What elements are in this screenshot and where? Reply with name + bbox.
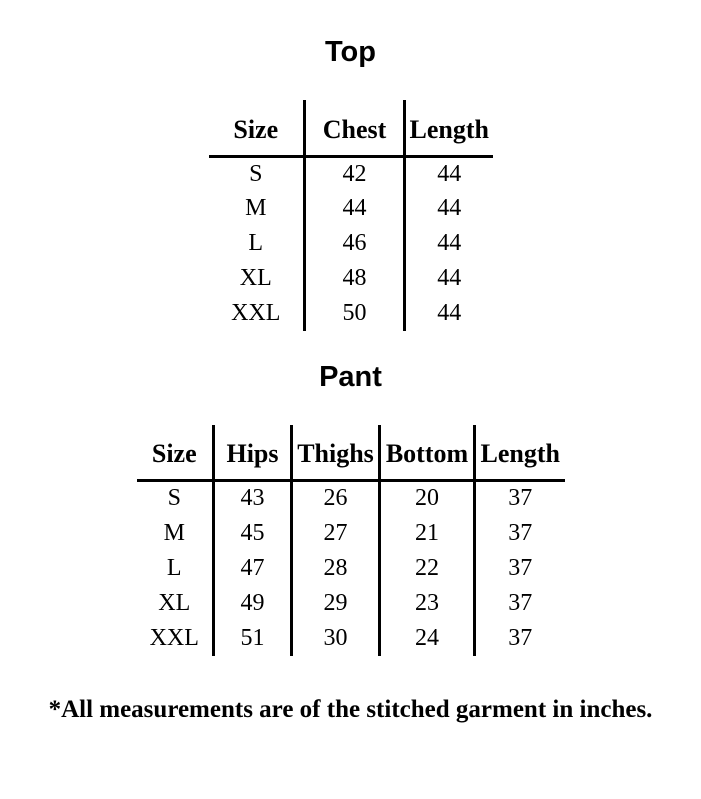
top-column-header-chest: Chest xyxy=(305,100,405,156)
measurement-value: 26 xyxy=(292,481,380,516)
measurement-value: 37 xyxy=(475,481,565,516)
measurement-value: 44 xyxy=(405,296,493,331)
measurement-value: 48 xyxy=(305,261,405,296)
pant-table-header-row xyxy=(137,425,565,481)
measurement-value: 29 xyxy=(292,586,380,621)
top-section-title: Top xyxy=(325,36,376,68)
measurement-value: 37 xyxy=(475,621,565,656)
table-row xyxy=(137,621,565,656)
table-row xyxy=(209,156,493,191)
top-column-header-size: Size xyxy=(209,100,305,156)
measurement-value: 22 xyxy=(380,551,475,586)
measurement-value: 37 xyxy=(475,551,565,586)
measurement-value: 44 xyxy=(405,191,493,226)
table-row xyxy=(209,191,493,226)
table-row xyxy=(137,516,565,551)
table-row xyxy=(209,226,493,261)
measurement-value: 50 xyxy=(305,296,405,331)
measurement-value: 37 xyxy=(475,516,565,551)
size-label: L xyxy=(248,230,264,257)
size-label: S xyxy=(167,485,181,512)
measurement-value: 44 xyxy=(405,226,493,261)
measurement-value: 21 xyxy=(380,516,475,551)
measurement-value: 37 xyxy=(475,586,565,621)
measurement-value: 51 xyxy=(214,621,292,656)
measurement-value: 49 xyxy=(214,586,292,621)
measurement-value: 28 xyxy=(292,551,380,586)
measurement-value: 20 xyxy=(380,481,475,516)
size-label: S xyxy=(249,161,263,188)
table-row xyxy=(209,296,493,331)
top-size-table xyxy=(209,100,493,331)
measurement-value: 43 xyxy=(214,481,292,516)
measurement-value: 24 xyxy=(380,621,475,656)
size-label: M xyxy=(163,519,185,546)
size-label: XXL xyxy=(231,300,281,327)
pant-size-table xyxy=(137,425,565,656)
table-row xyxy=(137,586,565,621)
size-label: XXL xyxy=(149,624,199,651)
measurement-value: 44 xyxy=(405,156,493,191)
size-label: XL xyxy=(158,589,191,616)
size-label: XL xyxy=(239,265,272,292)
measurement-value: 44 xyxy=(305,191,405,226)
pant-column-header-size: Size xyxy=(137,425,214,481)
measurement-value: 23 xyxy=(380,586,475,621)
size-label: M xyxy=(245,195,267,222)
table-row xyxy=(137,551,565,586)
pant-column-header-bottom: Bottom xyxy=(380,425,475,481)
measurement-footnote: *All measurements are of the stitched garment in inches. xyxy=(48,695,653,723)
table-row xyxy=(209,261,493,296)
table-row xyxy=(137,481,565,516)
measurement-value: 27 xyxy=(292,516,380,551)
size-label: L xyxy=(166,554,182,581)
pant-column-header-thighs: Thighs xyxy=(292,425,380,481)
top-table-header-row xyxy=(209,100,493,156)
measurement-value: 42 xyxy=(305,156,405,191)
measurement-value: 44 xyxy=(405,261,493,296)
pant-column-header-length: Length xyxy=(475,425,565,481)
pant-section-title: Pant xyxy=(319,361,382,394)
measurement-value: 30 xyxy=(292,621,380,656)
measurement-value: 47 xyxy=(214,551,292,586)
pant-column-header-hips: Hips xyxy=(214,425,292,481)
top-column-header-length: Length xyxy=(405,100,493,156)
measurement-value: 45 xyxy=(214,516,292,551)
measurement-value: 46 xyxy=(305,226,405,261)
